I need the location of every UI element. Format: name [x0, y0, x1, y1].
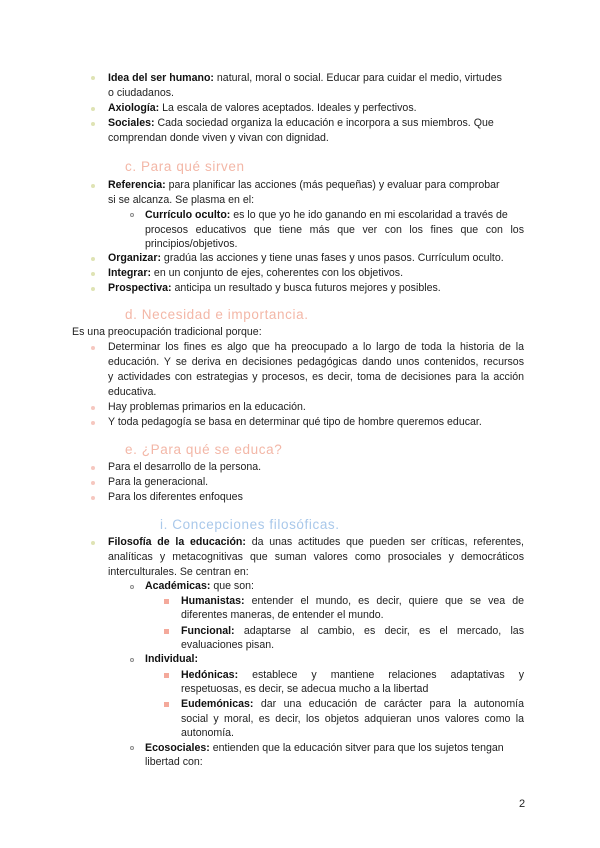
text: que son:: [210, 580, 254, 592]
list-item-hedonicas: [181, 668, 524, 683]
term: Idea del ser humano:: [108, 72, 214, 84]
term: Funcional:: [181, 625, 235, 637]
bullet: [91, 481, 95, 485]
list-item-cont: autonomía.: [181, 727, 235, 739]
term: Prospectiva:: [108, 282, 172, 294]
text: adaptarse al cambio, es decir, es el mercado, las: [234, 625, 524, 637]
text: da unas actitudes que pueden ser críticas, referentes,: [245, 536, 524, 548]
term: Currículo oculto:: [145, 209, 231, 221]
term: Integrar:: [108, 267, 151, 279]
list-item-funcional: [181, 624, 524, 639]
bullet: [91, 541, 95, 545]
list-item-cont: comprendan donde viven y vivan con dignidad.: [108, 132, 329, 144]
bullet: [91, 406, 95, 410]
list-item-filosofia: [108, 535, 524, 550]
list-item-organizar: [108, 251, 504, 266]
term: Filosofía de la educación:: [108, 536, 246, 548]
bullet: [164, 702, 169, 707]
text: establece y mantiene relaciones adaptativas y: [238, 669, 524, 681]
list-item-cont: principios/objetivos.: [145, 238, 238, 250]
text: es lo que yo he ido ganando en mi escolaridad a través de: [230, 209, 508, 221]
term: Organizar:: [108, 252, 161, 264]
bullet: [130, 213, 134, 217]
term: Referencia:: [108, 179, 166, 191]
text: entender el mundo, es decir, quiere que se vea de: [244, 595, 524, 607]
list-item-cont: educación. Y se deriva en decisiones pedagógicas dando unos contenidos, recursos: [108, 356, 524, 368]
bullet: [91, 107, 95, 111]
term: Humanistas:: [181, 595, 245, 607]
text: en un conjunto de ejes, coherentes con los objetivos.: [150, 267, 404, 279]
term: Axiología:: [108, 102, 160, 114]
bullet: [164, 629, 169, 634]
list-item-cont: libertad con:: [145, 756, 203, 768]
list-item-cont: educativa.: [108, 386, 157, 398]
list-item-cont: social y moral, es decir, los objetos adquieran unos valores como la: [181, 713, 524, 725]
list-item-cont: diferentes maneras, de entender el mundo.: [181, 609, 384, 621]
page-number: 2: [519, 798, 526, 810]
list-item-humanistas: [181, 594, 524, 609]
intro-text: Es una preocupación tradicional porque:: [72, 326, 262, 338]
list-item-cont: y actividades con estrategias y procesos, es decir, toma de decisiones para la acción: [108, 371, 524, 383]
list-item-axiologia: [108, 101, 417, 116]
heading-para-que-se-educa: e. ¿Para qué se educa?: [125, 442, 283, 457]
list-item-sociales: [108, 116, 494, 131]
list-item-cont: interculturales. Se centran en:: [108, 566, 249, 578]
list-item-integrar: [108, 266, 403, 281]
list-item-idea: [108, 71, 502, 86]
list-item-cont: analíticas y metacognitivas que suman valores como prosociales y democráticos: [108, 551, 524, 563]
bullet: [91, 466, 95, 470]
term: Sociales:: [108, 117, 155, 129]
heading-necesidad: d. Necesidad e importancia.: [125, 307, 309, 322]
list-item-cont: procesos educativos que tiene más que ver con los fines que con los: [145, 224, 524, 236]
term: Individual:: [145, 653, 198, 665]
bullet: [130, 746, 134, 750]
text: gradúa las acciones y tiene unas fases y unos pasos. Currículum oculto.: [160, 252, 504, 264]
text: anticipa un resultado y busca futuros mejores y posibles.: [171, 282, 441, 294]
bullet: [91, 257, 95, 261]
list-item-referencia: [108, 178, 500, 193]
text: entienden que la educación sitver para que los sujetos tengan: [209, 742, 504, 754]
list-item: Para los diferentes enfoques: [108, 491, 243, 503]
bullet: [91, 184, 95, 188]
text: natural, moral o social. Educar para cuidar el medio, virtudes: [213, 72, 502, 84]
text: Cada sociedad organiza la educación e incorpora a sus miembros. Que: [154, 117, 494, 129]
list-item-prospectiva: [108, 281, 441, 296]
list-item-cont: evaluaciones pisan.: [181, 639, 275, 651]
bullet: [164, 673, 169, 678]
list-item-individual: [145, 652, 198, 667]
list-item-cont: si se alcanza. Se plasma en el:: [108, 194, 255, 206]
list-item: Determinar los fines es algo que ha preocupado a lo largo de toda la historia de la: [108, 341, 524, 353]
bullet: [91, 421, 95, 425]
text: La escala de valores aceptados. Ideales y perfectivos.: [159, 102, 417, 114]
list-item: Para el desarrollo de la persona.: [108, 461, 262, 473]
list-item-curriculo: [145, 208, 508, 223]
list-item: Y toda pedagogía se basa en determinar qué tipo de hombre queremos educar.: [108, 416, 482, 428]
text: dar una educación de carácter para la autonomía: [253, 698, 524, 710]
list-item: Hay problemas primarios en la educación.: [108, 401, 306, 413]
list-item-ecosociales: [145, 741, 504, 756]
term: Eudemónicas:: [181, 698, 254, 710]
bullet: [91, 122, 95, 126]
bullet: [91, 496, 95, 500]
bullet: [130, 585, 134, 589]
list-item-cont: respetuosas, es decir, se adecua mucho a la libertad: [181, 683, 429, 695]
bullet: [164, 599, 169, 604]
heading-concepciones: i. Concepciones filosóficas.: [160, 517, 340, 532]
term: Ecosociales:: [145, 742, 210, 754]
list-item: Para la generacional.: [108, 476, 209, 488]
list-item-cont: o ciudadanos.: [108, 87, 174, 99]
bullet: [91, 287, 95, 291]
bullet: [130, 658, 134, 662]
bullet: [91, 76, 95, 80]
term: Hedónicas:: [181, 669, 239, 681]
list-item-academicas: [145, 579, 254, 594]
bullet: [91, 346, 95, 350]
bullet: [91, 272, 95, 276]
term: Académicas:: [145, 580, 211, 592]
list-item-eudemonicas: [181, 697, 524, 712]
heading-para-que-sirven: c. Para qué sirven: [125, 159, 245, 174]
text: para planificar las acciones (más pequeñas) y evaluar para comprobar: [165, 179, 500, 191]
